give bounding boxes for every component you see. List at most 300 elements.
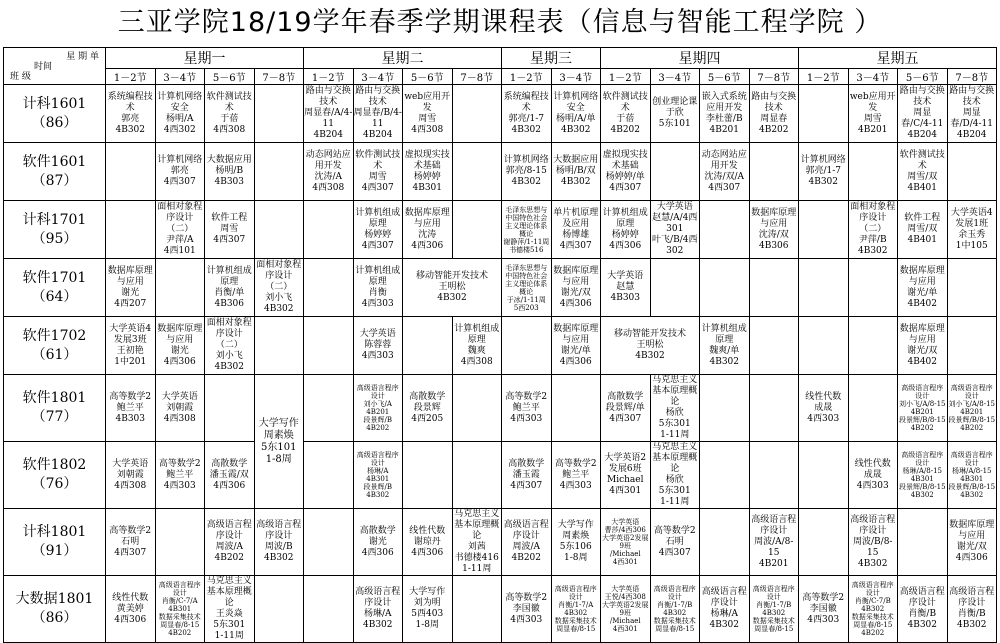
course-cell	[947, 317, 997, 375]
course-text: 马克思主义基本原理概论 杨欣 5东301 1-11周	[652, 442, 698, 507]
course-cell	[304, 509, 354, 576]
course-text: 高级语言程序设计 周波/B 4B302	[256, 520, 302, 563]
slot-header: 1－2节	[601, 69, 651, 85]
class-name: 软件1701	[22, 269, 87, 286]
course-text: 高级语言程序设计 肖衡/C-7/A 4B301 数据采集技术 周显春/8-15 4B202	[158, 581, 201, 637]
course-text: 计算机组成原理 杨婷婷 4西306	[602, 207, 648, 251]
class-name-cell	[4, 143, 106, 201]
day-header: 星期一	[106, 48, 304, 69]
course-text: 大学写作 周素焕 5东106 1-8周	[557, 520, 594, 563]
course-text: 系统编程技术 郭亮 4B302	[107, 91, 153, 135]
course-text: 马克思主义基本原理概论 杨欣 5东301 1-11周	[652, 375, 698, 440]
course-cell	[452, 143, 502, 201]
course-text: 高等数学2 鲍兰平 4西303	[554, 458, 597, 491]
course-text: 高等数学2 李国徽 4西303	[802, 592, 845, 625]
course-text: 大学英语 王悦/4西308 大学英语2发展9班 /Michael 4西301	[602, 585, 649, 633]
course-cell	[551, 259, 601, 317]
course-cell	[601, 317, 700, 375]
course-cell	[848, 509, 898, 576]
course-cell	[848, 576, 898, 643]
course-text: 软件工程 周雪/双 4B401	[904, 213, 941, 245]
course-cell	[848, 85, 898, 143]
course-cell	[205, 509, 255, 576]
course-cell	[254, 317, 304, 375]
course-cell	[749, 85, 799, 143]
slot-header: 1－2节	[304, 69, 354, 85]
course-cell	[551, 317, 601, 375]
course-cell	[502, 143, 552, 201]
class-row	[4, 509, 997, 576]
course-cell	[749, 576, 799, 643]
course-cell	[106, 317, 156, 375]
course-text: 软件测试技术 周雪 4西307	[355, 149, 401, 193]
course-text: 嵌入式系统应用开发 李杜蕾/B 4B201	[701, 91, 747, 135]
course-cell	[452, 201, 502, 259]
class-name-cell	[4, 85, 106, 143]
course-cell	[601, 576, 651, 643]
course-cell	[947, 259, 997, 317]
class-row	[4, 259, 997, 317]
course-cell	[898, 442, 948, 509]
class-name: 计科1701	[22, 211, 87, 228]
course-cell	[601, 259, 651, 317]
course-text: 高级语言程序设计 刘小飞/A/8-15 4B201 段景辉/B/8-15 4B202	[898, 384, 946, 432]
class-name: 软件1801	[22, 390, 87, 406]
course-text: 高等数学2 鲍兰平 4B303	[109, 391, 152, 424]
course-text: 动态网站应用开发 沈涛/双/A 4西307	[701, 149, 747, 193]
course-cell	[947, 509, 997, 576]
course-text: 路由与交换技术 周显春 4B202	[751, 91, 797, 135]
class-count: （87）	[31, 172, 78, 189]
course-cell	[353, 259, 403, 317]
course-text: 数据库原理与应用 谢光/双 4B402	[899, 323, 945, 367]
class-name: 大数据1801	[15, 591, 94, 607]
course-cell	[155, 509, 205, 576]
course-cell	[403, 509, 453, 576]
course-cell	[304, 201, 354, 259]
course-cell	[848, 442, 898, 509]
course-cell	[700, 375, 750, 442]
course-cell	[947, 85, 997, 143]
course-cell	[155, 317, 205, 375]
corner-time-label: 时间	[34, 62, 53, 72]
course-text: 大学英语 刘朝霞 4西308	[112, 458, 149, 491]
course-cell	[155, 143, 205, 201]
course-text: 移动智能开发技术 王明松 4B302	[415, 271, 488, 303]
course-cell	[601, 375, 651, 442]
course-cell	[749, 201, 799, 259]
course-cell	[403, 375, 453, 442]
class-row	[4, 85, 997, 143]
course-cell	[106, 576, 156, 643]
class-row	[4, 576, 997, 643]
course-cell	[947, 143, 997, 201]
course-text: 计算机组成原理 魏爽/单 4B302	[701, 323, 747, 367]
course-cell	[502, 259, 552, 317]
course-cell	[254, 85, 304, 143]
course-text: 高散数学 谢光 4西306	[359, 525, 396, 558]
course-text: 高级语言程序设计 肖衡/B 4B302	[899, 587, 945, 630]
class-name-cell	[4, 509, 106, 576]
course-text: 大学英语 曹莎/4西306 大学英语2发展9班 /Michael 4西301	[602, 518, 649, 566]
course-cell	[601, 442, 651, 509]
class-name: 计科1801	[22, 524, 87, 540]
course-cell	[799, 85, 849, 143]
course-cell	[700, 85, 750, 143]
course-text: 数据库原理与应用 谢光/单 4B402	[899, 265, 945, 309]
course-cell	[502, 201, 552, 259]
course-text: 路由与交换技术 周显春/D/4-11 4B204	[949, 86, 995, 140]
course-cell	[749, 317, 799, 375]
course-text: 高级语言程序设计 周波/A 4B202	[503, 520, 549, 563]
course-cell	[155, 375, 205, 442]
course-text: 路由与交换技术 周显春/C/4-11 4B204	[899, 86, 945, 140]
course-text: 高级语言程序设计 周波/A 4B202	[206, 520, 252, 563]
course-cell	[601, 85, 651, 143]
course-cell	[947, 201, 997, 259]
course-cell	[898, 201, 948, 259]
class-name-cell	[4, 442, 106, 509]
course-text: 大学英语 刘朝霞 4西308	[161, 391, 198, 424]
course-text: 高等数学2 鲍兰平 4西303	[505, 391, 548, 424]
course-text: 高等数学2 鲍兰平 4西303	[158, 458, 201, 491]
course-cell	[799, 143, 849, 201]
course-cell	[898, 259, 948, 317]
course-cell	[650, 375, 700, 442]
course-cell	[898, 317, 948, 375]
course-text: 面相对象程序设计（二） 刘小飞 4B302	[256, 260, 302, 314]
course-cell	[106, 375, 156, 442]
course-cell	[452, 317, 502, 375]
course-cell	[403, 317, 453, 375]
course-cell	[106, 201, 156, 259]
page-title: 三亚学院18/19学年春季学期课程表（信息与智能工程学院 ）	[117, 7, 883, 38]
course-text: 大学英语2发展6班 Michael 4西301	[604, 453, 647, 496]
course-cell	[650, 259, 700, 317]
course-cell	[304, 85, 354, 143]
course-text: 高级语言程序设计 刘小飞/A 4B201 段景辉/B 4B202	[356, 384, 399, 432]
course-cell	[551, 442, 601, 509]
course-cell	[601, 201, 651, 259]
class-count: （86）	[31, 114, 78, 131]
course-cell	[551, 576, 601, 643]
course-cell	[551, 85, 601, 143]
course-text: 计算机组成原理 魏爽 4西308	[454, 323, 500, 367]
course-text: 高级语言程序设计 肖衡/C-7/B 4B302 数据采集技术 周显春/8-15 4B202	[851, 581, 894, 637]
course-cell	[502, 442, 552, 509]
slot-header: 7－8节	[254, 69, 304, 85]
course-cell	[947, 442, 997, 509]
course-cell	[799, 576, 849, 643]
course-text: 高级语言程序设计 杨琳/A 4B302	[355, 587, 401, 630]
course-cell	[304, 576, 354, 643]
course-cell	[304, 375, 354, 442]
day-header: 星期二	[304, 48, 502, 69]
course-text: 软件工程 周雪 4西307	[211, 213, 248, 245]
course-text: 面相对象程序设计（二） 刘小飞 4B302	[206, 318, 252, 372]
course-cell	[254, 576, 304, 643]
course-cell	[205, 375, 255, 442]
slot-header: 3－4节	[650, 69, 700, 85]
course-cell	[403, 259, 502, 317]
slot-header: 3－4节	[353, 69, 403, 85]
slot-header: 3－4节	[551, 69, 601, 85]
slot-header: 5－6节	[403, 69, 453, 85]
course-text: 线性代数 成晟 4西303	[854, 458, 891, 491]
course-cell	[254, 509, 304, 576]
course-text: 数据库原理与应用 谢光/单 4西306	[553, 323, 599, 367]
day-header: 星期五	[799, 48, 997, 69]
course-text: 软件测试技术 于蓓 4西308	[206, 91, 252, 135]
course-cell	[650, 85, 700, 143]
course-cell	[353, 375, 403, 442]
slot-header: 1－2节	[799, 69, 849, 85]
course-cell	[353, 442, 403, 509]
class-row	[4, 143, 997, 201]
course-cell	[452, 85, 502, 143]
course-cell	[700, 317, 750, 375]
class-count: （76）	[31, 476, 78, 492]
course-text: 高级语言程序设计 肖衡/1-7/B 4B302 数据采集技术 周显春/8-15	[653, 585, 696, 633]
course-cell	[650, 442, 700, 509]
course-cell	[254, 143, 304, 201]
course-text: 大数据应用 杨明/B 4B303	[206, 155, 252, 187]
course-cell	[403, 85, 453, 143]
course-text: web应用开发 周雪 4B201	[849, 91, 896, 135]
course-text: 数据库原理与应用 谢光 4西306	[157, 323, 203, 367]
course-text: 大学写作 周素焕 5东101 1-8周	[258, 417, 299, 465]
course-cell	[403, 201, 453, 259]
course-text: 路由与交换技术 周显春/A/4-11 4B204	[304, 86, 353, 140]
course-text: 线性代数 谢琼丹 4西306	[409, 525, 446, 558]
course-cell	[749, 442, 799, 509]
course-cell	[848, 259, 898, 317]
course-cell	[106, 85, 156, 143]
slot-header: 1－2节	[106, 69, 156, 85]
course-cell	[848, 201, 898, 259]
course-cell	[254, 201, 304, 259]
course-cell	[403, 442, 453, 509]
course-cell	[749, 143, 799, 201]
course-text: 高级语言程序设计 肖衡/1-7/B 4B302 数据采集技术 周显春/8-15	[752, 585, 795, 633]
course-text: 高散数学 段景辉/单 4西307	[605, 391, 645, 424]
course-cell	[304, 259, 354, 317]
slot-header: 3－4节	[848, 69, 898, 85]
course-cell	[502, 576, 552, 643]
course-text: 高散数学 潘玉霞 4西307	[508, 458, 545, 491]
schedule-table	[3, 47, 997, 643]
course-cell	[601, 143, 651, 201]
course-cell	[155, 576, 205, 643]
course-cell	[205, 259, 255, 317]
slot-header: 7－8节	[947, 69, 997, 85]
course-text: 高级语言程序设计 周波/B/8-15 4B302	[850, 514, 896, 569]
course-cell	[452, 442, 502, 509]
course-text: 毛泽东思想与中国特色社会主义理论体系概论 谢静萍/1-11周 书德楼516	[503, 205, 550, 254]
course-cell	[551, 375, 601, 442]
course-text: 高等数学2 石明 4西307	[653, 525, 696, 558]
course-text: 大学英语 赵慧/A/4西301 叶飞/B/4西302	[652, 202, 698, 256]
class-name-cell	[4, 375, 106, 442]
course-cell	[799, 317, 849, 375]
slot-header: 5－6节	[898, 69, 948, 85]
class-name: 计科1601	[22, 95, 87, 112]
course-cell	[749, 259, 799, 317]
course-text: 计算机网络安全 杨明/A 4西302	[157, 91, 203, 135]
course-text: 数据库原理与应用 沈涛/双 4B306	[751, 207, 797, 251]
course-cell	[898, 85, 948, 143]
class-row	[4, 442, 997, 509]
course-cell	[898, 509, 948, 576]
course-text: 计算机组成原理 杨婷婷 4西307	[355, 207, 401, 251]
course-text: 路由与交换技术 周显春/B/4-11 4B204	[353, 86, 402, 140]
course-text: 大学写作 刘为明 5西403 1-8周	[409, 587, 446, 630]
class-row	[4, 201, 997, 259]
course-text: 高级语言程序设计 肖衡/1-7/A 4B302 数据采集技术 周显春/8-15	[554, 585, 597, 633]
course-cell	[799, 375, 849, 442]
course-cell	[403, 576, 453, 643]
course-cell	[551, 201, 601, 259]
course-cell	[700, 442, 750, 509]
course-cell	[452, 375, 502, 442]
course-cell	[353, 509, 403, 576]
slot-header: 5－6节	[700, 69, 750, 85]
course-text: 系统编程技术 郭亮/1-7 4B302	[503, 91, 549, 135]
class-name-cell	[4, 317, 106, 375]
course-cell	[403, 143, 453, 201]
course-cell	[700, 509, 750, 576]
course-text: 高级语言程序设计 杨琳/A/8-15 4B301 段景辉/B/8-15 4B302	[948, 451, 996, 499]
course-text: 创业理论课 于欣 5东101	[652, 97, 698, 129]
course-cell	[155, 259, 205, 317]
class-name: 软件1601	[22, 153, 87, 170]
class-name-cell	[4, 259, 106, 317]
class-row	[4, 317, 997, 375]
course-cell	[848, 317, 898, 375]
course-text: 计算机网络 郭亮/1-7 4B302	[800, 155, 846, 187]
course-text: 虚拟现实技术基础 杨婷婷/单 4西307	[602, 149, 648, 193]
course-cell	[799, 442, 849, 509]
course-cell	[205, 317, 255, 375]
day-header: 星期四	[601, 48, 799, 69]
class-name: 软件1802	[22, 457, 87, 473]
course-text: 虚拟现实技术基础 杨婷婷 4B301	[404, 149, 450, 193]
course-text: 马克思主义基本原理概论 王炎焱 5东301 1-11周	[206, 576, 252, 641]
course-text: 单片机原理及应用 杨博雄 4西307	[553, 207, 599, 251]
course-cell	[502, 85, 552, 143]
course-cell	[452, 576, 502, 643]
course-text: 线性代数 黄美婷 4西306	[112, 592, 149, 625]
course-cell	[304, 317, 354, 375]
course-text: 高散数学 潘玉霞/双 4西306	[209, 458, 249, 491]
course-cell	[155, 85, 205, 143]
class-count: （61）	[31, 346, 78, 363]
course-text: 大学英语4发展1班 余玉秀 1中105	[950, 207, 993, 251]
course-cell	[353, 576, 403, 643]
course-cell	[353, 143, 403, 201]
slot-header: 3－4节	[155, 69, 205, 85]
class-row	[4, 375, 997, 442]
corner-header	[4, 48, 106, 85]
course-cell	[551, 509, 601, 576]
course-cell	[205, 576, 255, 643]
course-text: 高等数学2 石明 4西307	[109, 525, 152, 558]
course-cell	[205, 85, 255, 143]
course-cell	[155, 442, 205, 509]
course-text: 大学英语 赵慧 4B303	[607, 271, 644, 303]
course-cell	[650, 576, 700, 643]
course-text: 软件测试技术 于蓓 4B202	[602, 91, 648, 135]
class-count: （86）	[31, 610, 78, 626]
course-cell	[502, 375, 552, 442]
course-cell	[353, 317, 403, 375]
course-cell	[848, 143, 898, 201]
course-cell	[947, 375, 997, 442]
class-count: （64）	[31, 288, 78, 305]
course-text: 数据库原理与应用 谢光/双 4西306	[553, 265, 599, 309]
course-cell	[650, 201, 700, 259]
course-cell	[898, 375, 948, 442]
class-count: （95）	[31, 230, 78, 247]
course-text: 大学英语 陈蓉蓉 4西303	[359, 329, 396, 361]
slot-header: 7－8节	[749, 69, 799, 85]
course-cell	[502, 317, 552, 375]
course-text: 计算机组成原理 肖衡/单 4B306	[206, 265, 252, 309]
course-text: 数据库原理与应用 沈涛 4西306	[404, 207, 450, 251]
course-text: 计算机网络安全 杨明/A/单 4B302	[553, 91, 599, 135]
course-cell	[106, 259, 156, 317]
course-cell	[749, 509, 799, 576]
day-header: 星期三	[502, 48, 601, 69]
course-cell	[205, 442, 255, 509]
slot-header: 1－2节	[502, 69, 552, 85]
course-cell	[254, 259, 304, 317]
corner-weekday-label: 星 期 单	[66, 52, 99, 62]
course-cell	[799, 259, 849, 317]
course-cell	[502, 509, 552, 576]
slot-header: 7－8节	[452, 69, 502, 85]
class-name: 软件1702	[22, 327, 87, 344]
corner-class-label: 班 级	[10, 72, 31, 82]
course-cell	[106, 143, 156, 201]
course-text: 高级语言程序设计 周波/A/8-15 4B201	[751, 514, 797, 569]
course-cell	[799, 201, 849, 259]
course-cell	[650, 143, 700, 201]
course-cell	[898, 143, 948, 201]
course-text: 计算机网络 郭亮 4西307	[157, 155, 203, 187]
course-text: 马克思主义基本原理概论 刘茜 书德楼416 1-11周	[454, 509, 500, 574]
course-text: 计算机组成原理 肖衡 4西303	[355, 265, 401, 309]
course-cell	[155, 201, 205, 259]
course-cell	[947, 576, 997, 643]
course-text: 计算机网络 郭亮/8-15 4B302	[503, 155, 549, 187]
course-cell	[254, 375, 304, 509]
course-cell	[304, 143, 354, 201]
class-count: （91）	[31, 543, 78, 559]
course-cell	[205, 143, 255, 201]
course-text: 高级语言程序设计 肖衡/B 4B302	[949, 587, 995, 630]
course-cell	[700, 576, 750, 643]
course-cell	[898, 576, 948, 643]
course-text: 大学英语4发展3班 王初艳 1中201	[109, 323, 152, 367]
course-text: 高级语言程序设计 杨琳/A 4B302	[701, 587, 747, 630]
course-cell	[700, 259, 750, 317]
course-text: 高级语言程序设计 杨琳/A 4B301 段景辉/B 4B302	[356, 451, 399, 499]
course-cell	[700, 201, 750, 259]
course-cell	[551, 143, 601, 201]
course-cell	[848, 375, 898, 442]
course-text: 高散数学 段景辉 4西205	[409, 391, 446, 424]
